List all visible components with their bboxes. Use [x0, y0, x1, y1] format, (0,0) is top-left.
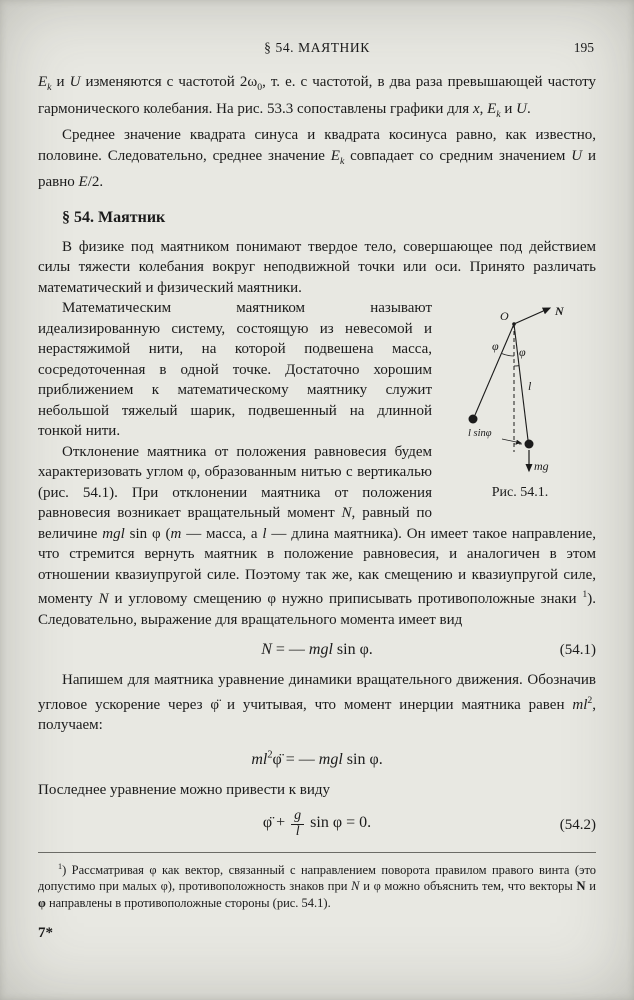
force-n-arrow [514, 308, 550, 324]
equation-54-2-pre: φ̈ + [262, 814, 290, 832]
equation-54-1-body: N = — mgl sin φ. [261, 641, 373, 658]
footnote-text: $^1$) Рассматривая φ как вектор, связанный с направлением поворота правилом правого винта (это допустимо при малых φ), противоположность знаков при N и φ можно объяснить тем, что векторы N и φ направлены в противоположные стороны (рис. 54.1). [38, 861, 596, 910]
label-phi-left: φ [492, 339, 499, 353]
equation-54-1 [38, 639, 596, 661]
label-phi-right: φ [519, 345, 526, 359]
equation-ml2 [38, 745, 596, 771]
equation-54-2-post: sin φ = 0. [306, 814, 372, 832]
running-header [38, 40, 596, 62]
label-length: l [528, 379, 532, 393]
fraction-denominator: l [295, 824, 300, 840]
label-pivot: O [500, 309, 509, 323]
fraction-g-over-l [291, 809, 304, 839]
footnote-block [38, 852, 596, 912]
paragraph-1: $E_k$ и U изменяются с частотой $2\omega_0$, т. е. с частотой, в два раза превышающей частоту гармонического колебания. На рис. 53.3 сопоставлены графики для x, $E_k$ и U. [38, 74, 596, 120]
equation-ml2-body: $ml^2\varphï$ = — mgl sin φ. [251, 749, 383, 768]
signature-mark: 7* [38, 925, 53, 942]
lsin-pointer [502, 439, 521, 443]
equation-54-2-number: (54.2) [559, 816, 596, 833]
figure-54-1 [444, 302, 596, 501]
bob-left [469, 415, 478, 424]
paragraph-7: Последнее уравнение можно привести к виду [38, 781, 331, 798]
string-right [514, 324, 528, 440]
text-with-figure [38, 237, 596, 631]
page-number: 195 [573, 40, 594, 55]
label-force-n: N [555, 304, 564, 318]
paragraph-2: Среднее значение квадрата синуса и квадрата косинуса равно, как известно, половине. Следовательно, среднее значение $E_k$ совпадает со средним значением U и равно E/2. [38, 127, 596, 190]
equation-54-2-body [262, 808, 372, 840]
running-header-title: § 54. МАЯТНИК [264, 40, 370, 55]
paragraph-6: Напишем для маятника уравнение динамики вращательного движения. Обозначив угловое ускорение через φ̈ и учитывая, что момент инерции маятника равен $ml^2$, получаем: [38, 672, 596, 733]
angle-arc-left [502, 354, 514, 356]
section-heading: § 54. Маятник [62, 208, 166, 226]
equation-54-2 [38, 809, 596, 839]
equation-54-1-number: (54.1) [559, 642, 596, 658]
fraction-numerator: g [291, 809, 304, 825]
label-mg: mg [534, 459, 549, 473]
label-lsin: l sinφ [468, 428, 492, 439]
pendulum-diagram [450, 302, 590, 478]
paragraph-5: Отклонение маятника от положения равновесия будем характеризовать углом φ, образованным нитью с вертикалью (рис. 54.1). При отклонении маятника от положения равновесия возникает вращательный момент N, равный по величине mgl sin φ (m — масса, а l — длина маятника). Он имеет такое направление, что стремится вернуть маятник в положение равновесия, и аналогичен в этом отношении квазиупругой силе. Поэтому так же, как смещению и квазиупругой силе, моменту N и угловому смещению φ нужно приписывать противоположные знаки $^1$). Следовательно, выражение для вращательного момента имеет вид [38, 443, 596, 628]
string-left [475, 324, 514, 415]
paragraph-4: Математическим маятником называют идеализированную систему, состоящую из невесомой и нерастяжимой нити, на которой подвешена масса, сосредоточенная в одной точке. Достаточно хорошим приближением к математическому маятнику служит небольшой тяжелый шарик, подвешенный на длинной тонкой нити. [38, 300, 432, 439]
paragraph-3: В физике под маятником понимают твердое тело, совершающее под действием силы тяжести колебания вокруг неподвижной точки или оси. Принято различать математический и физический маятники. [38, 238, 596, 296]
bob-right [525, 440, 534, 449]
figure-caption: Рис. 54.1. [491, 485, 549, 500]
